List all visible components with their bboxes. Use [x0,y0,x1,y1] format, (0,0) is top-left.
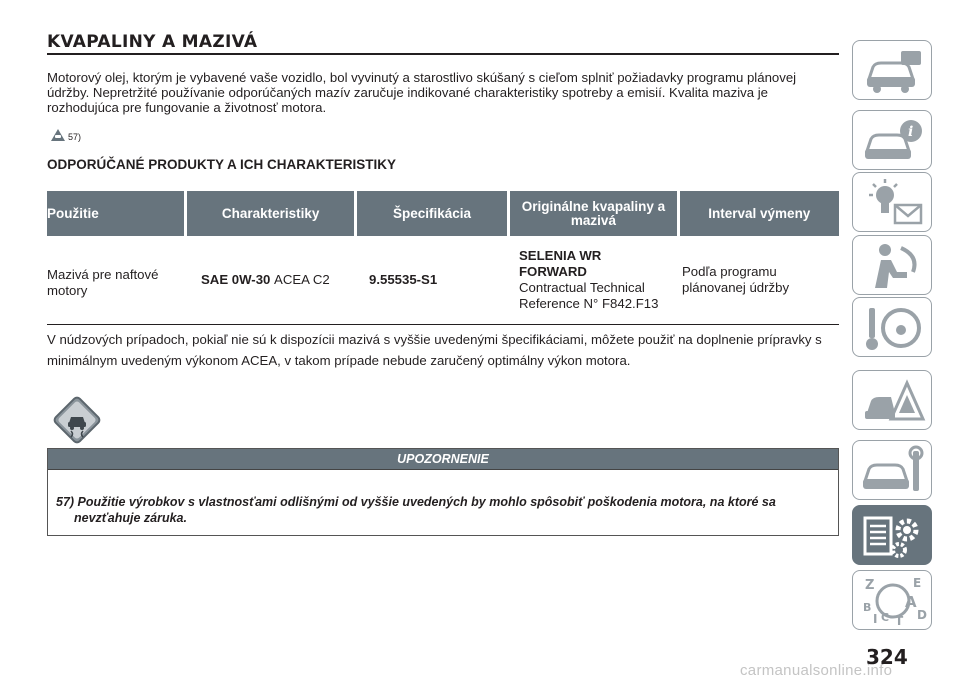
tab-technical-data[interactable] [852,505,932,565]
cell-characteristics [188,236,355,324]
tab-dashboard[interactable] [852,40,932,100]
tab-index[interactable] [852,570,932,630]
acea-class: ACEA C2 [274,272,330,287]
svg-text:Z: Z [865,578,875,593]
tab-maintenance[interactable] [852,440,932,500]
roadside-warning-icon [861,377,925,425]
svg-text:i: i [908,124,914,140]
airbag-person-icon [861,242,925,290]
product-name-line2: FORWARD [519,264,587,279]
section-title: KVAPALINY A MAZIVÁ [47,32,258,52]
emergency-note: V núdzových prípadoch, pokiaľ nie sú k dispozícii mazivá s vyššie uvedenými špecifikáciami, môžete použiť na doplnenie prípravky s minimálnym uvedeným výkonom ACEA, v takom prípade nebude zaručený optimálny výkon motora. [47,332,822,368]
svg-text:A: A [905,593,917,611]
warning-box [47,448,839,536]
tab-starting-driving[interactable] [852,297,932,357]
product-name-line1: SELENIA WR [519,248,602,263]
car-service-wrench-icon [861,447,925,495]
svg-text:D: D [917,608,927,622]
header-original-fluids: Originálne kvapaliny a mazivá [510,191,676,236]
svg-text:C: C [881,611,890,624]
reference-number: 57) [68,132,82,142]
warning-triangle-icon [50,128,66,142]
table-heading: ODPORÚČANÉ PRODUKTY A ICH CHARAKTERISTIKY [47,157,397,172]
alphabet-index-icon [861,576,927,628]
cell-usage: Mazivá pre naftové motory [47,267,159,298]
table-row [47,236,839,325]
car-info-icon [861,47,925,95]
table-header-row [47,191,839,236]
watermark: carmanualsonline.info [740,662,893,679]
header-specification: Špecifikácia [357,191,507,236]
tab-warning-lights[interactable] [852,172,932,232]
svg-text:T: T [895,614,904,628]
specs-gear-icon [861,512,925,560]
warning-lights-icon [861,179,925,227]
warning-heading: UPOZORNENIE [48,449,838,470]
steering-key-icon [861,304,925,352]
viscosity-grade: SAE 0W-30 [201,272,271,287]
svg-text:E: E [913,576,922,590]
cell-original-fluids [512,236,679,324]
cell-specification: 9.55535-S1 [369,272,438,287]
warning-text: 57) Použitie výrobkov s vlastnosťami odlišnými od vyššie uvedených by mohlo spôsobiť poškodenia motora, na ktoré sa nevzťahuje záruka. [56,495,776,525]
cell-change-interval: Podľa programu plánovanej údržby [682,264,790,295]
svg-text:I: I [873,612,878,626]
tab-safety[interactable] [852,235,932,295]
title-divider [47,53,839,55]
tab-emergency[interactable] [852,370,932,430]
page-number: 324 [866,645,908,669]
tab-vehicle-info[interactable] [852,110,932,170]
lubricants-table [47,191,839,325]
header-change-interval: Interval výmeny [680,191,839,236]
header-usage: Použitie [47,191,184,236]
car-info-circle-icon [861,117,925,165]
svg-text:B: B [863,601,872,614]
slippery-road-warning-icon [52,395,102,445]
product-reference-line2: Reference N° F842.F13 [519,296,659,311]
intro-paragraph: Motorový olej, ktorým je vybavené vaše vozidlo, bol vyvinutý a starostlivo skúšaný s cieľom splniť požiadavky programu plánovej údržby. Nepretržité používanie odporúčaných mazív zaručuje indikované charakteristiky spotreby a emisií. Kvalita maziva je rozhodujúca pre fungovanie a životnosť motora. [47,70,797,115]
warning-reference [50,128,81,142]
product-reference-line1: Contractual Technical [519,280,645,295]
header-characteristics: Charakteristiky [187,191,353,236]
